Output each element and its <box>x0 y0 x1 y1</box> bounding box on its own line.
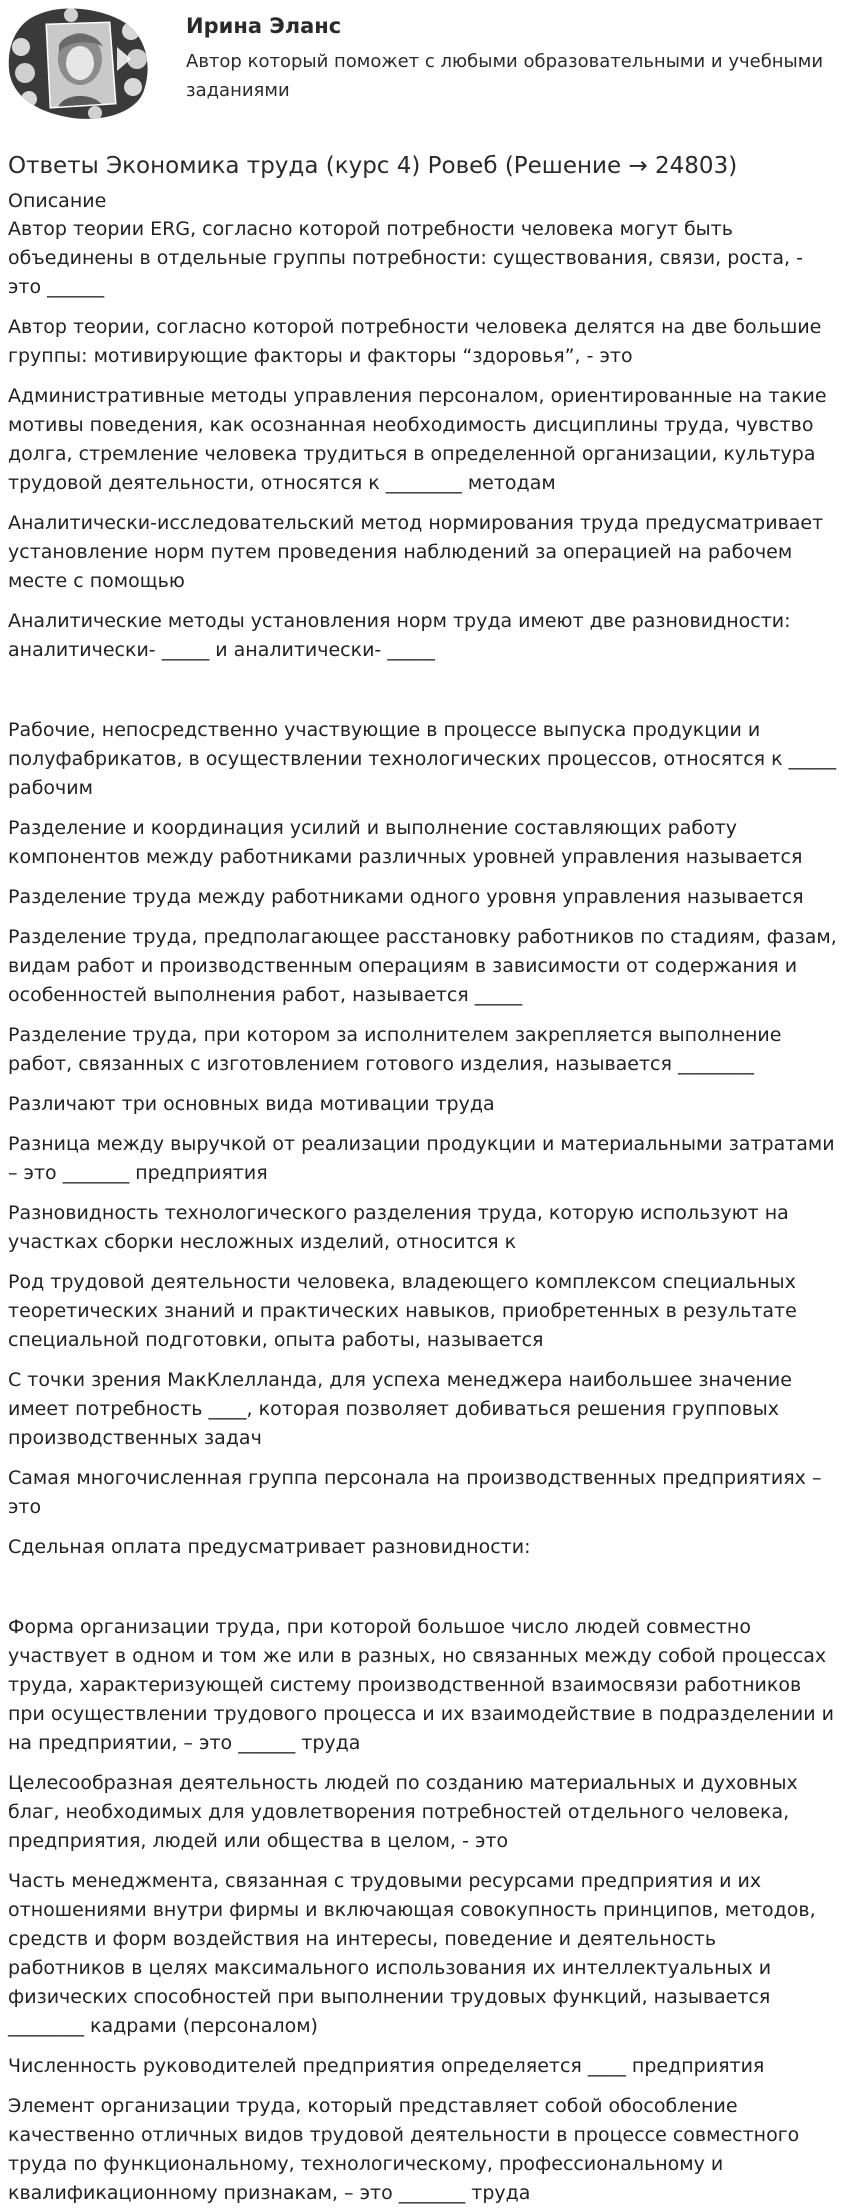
description-label: Описание <box>8 190 107 212</box>
author-header <box>0 0 847 125</box>
question-item: Разница между выручкой от реализации продукции и материальными затратами – это _______ предприятия <box>8 1133 835 1184</box>
question-item: Различают три основных вида мотивации труда <box>8 1093 495 1115</box>
question-item: Рабочие, непосредственно участвующие в процессе выпуска продукции и полуфабрикатов, в осуществлении технологических процессов, относятся к _____ рабочим <box>8 719 837 799</box>
question-item: Разделение труда между работниками одного уровня управления называется <box>8 886 804 908</box>
questions-block-1 <box>8 215 837 665</box>
question-item: Разделение и координация усилий и выполнение составляющих работу компонентов между работниками различных уровней управления называется <box>8 817 803 868</box>
question-item: Целесообразная деятельность людей по созданию материальных и духовных благ, необходимых для удовлетворения потребностей отдельного человека, предприятия, людей или общества в целом, - это <box>8 1772 798 1852</box>
question-item: Автор теории, согласно которой потребности человека делятся на две большие группы: мотивирующие факторы и факторы “здоровья”, - это <box>8 316 822 367</box>
question-item: С точки зрения МакКлелланда, для успеха менеджера наибольшее значение имеет потребность ____, которая позволяет добиваться решения групповых производственных задач <box>8 1369 792 1449</box>
question-item: Род трудовой деятельности человека, владеющего комплексом специальных теоретических знаний и практических навыков, приобретенных в результате специальной подготовки, опыта работы, называется <box>8 1271 797 1351</box>
question-item: Разделение труда, при котором за исполнителем закрепляется выполнение работ, связанных с изготовлением готового изделия, называется ________ <box>8 1024 782 1075</box>
question-item: Разновидность технологического разделения труда, которую используют на участках сборки несложных изделий, относится к <box>8 1202 789 1253</box>
question-item: Форма организации труда, при которой большое число людей совместно участвует в одном и том же или в разных, но связанных между собой процессах труда, характеризующей систему производственной взаимосвязи работников при осуществлении трудового процесса и их взаимодействие в подразделении и на предприятии, – это ______ труда <box>8 1616 835 1754</box>
question-item: Часть менеджмента, связанная с трудовыми ресурсами предприятия и их отношениями внутри фирмы и включающая совокупность принципов, методов, средств и форм воздействия на интересы, поведение и деятельность работников в целях максимального использования их интеллектуальных и физических способностей при выполнении трудовых функций, называется ________ кадрами (персоналом) <box>8 1870 816 2037</box>
section-gap <box>8 1573 837 1613</box>
question-item: Аналитически-исследовательский метод нормирования труда предусматривает установление норм путем проведения наблюдений за операцией на рабочем месте с помощью <box>8 512 824 592</box>
question-item: Элемент организации труда, который представляет собой обособление качественно отличных видов трудовой деятельности в процессе совместного труда по функциональному, технологическому, профессиональному и квалификационному признакам, – это _______ труда <box>8 2095 800 2204</box>
question-item: Сдельная оплата предусматривает разновидности: <box>8 1536 531 1558</box>
question-item: Автор теории ERG, согласно которой потребности человека могут быть объединены в отдельные группы потребности: существования, связи, роста, - это ______ <box>8 218 803 298</box>
page-title: Ответы Экономика труда (курс 4) Ровеб (Решение → 24803) <box>8 153 738 179</box>
questions-block-3 <box>8 1613 837 2208</box>
author-avatar[interactable] <box>7 7 151 121</box>
question-item: Разделение труда, предполагающее расстановку работников по стадиям, фазам, видам работ и производственным операциям в зависимости от содержания и особенностей выполнения работ, называется _____ <box>8 926 837 1006</box>
section-gap <box>8 676 837 716</box>
question-item: Аналитические методы установления норм труда имеют две разновидности: аналитически- _____ и аналитически- _____ <box>8 610 791 661</box>
main-content <box>0 151 847 2208</box>
question-item: Самая многочисленная группа персонала на производственных предприятиях – это <box>8 1467 822 1518</box>
question-item: Численность руководителей предприятия определяется ____ предприятия <box>8 2055 765 2077</box>
author-name[interactable]: Ирина Эланс <box>186 14 342 38</box>
question-item: Административные методы управления персоналом, ориентированные на такие мотивы поведения, как осознанная необходимость дисциплины труда, чувство долга, стремление человека трудиться в определенной организации, культура трудовой деятельности, относятся к ________ методам <box>8 385 827 494</box>
author-description: Автор который поможет с любыми образовательными и учебными заданиями <box>186 51 824 101</box>
questions-block-2 <box>8 716 837 1562</box>
